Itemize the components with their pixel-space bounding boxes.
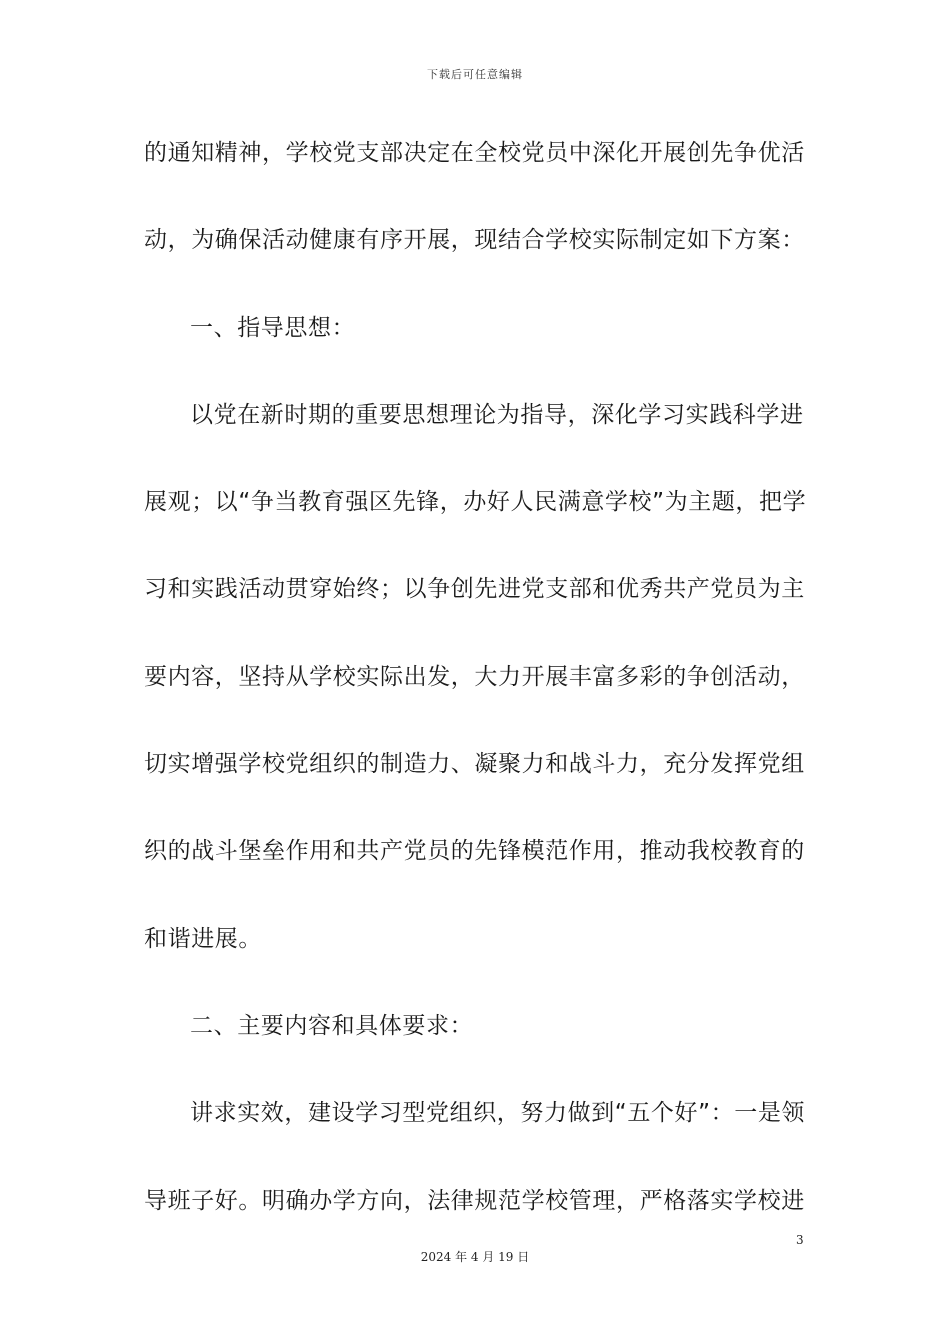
body-line: 动，为确保活动健康有序开展，现结合学校实际制定如下方案： (144, 227, 805, 254)
page-number: 3 (796, 1233, 804, 1247)
paragraph-start-line: 讲求实效，建设学习型党组织，努力做到“五个好”：一是领 (190, 1100, 806, 1127)
body-line: 的通知精神，学校党支部决定在全校党员中深化开展创先争优活 (144, 140, 805, 166)
page-header: 下载后可任意编辑 (427, 68, 523, 81)
body-line: 和谐进展。 (144, 925, 262, 952)
body-line: 展观；以“争当教育强区先锋，办好人民满意学校”为主题，把学 (144, 489, 807, 516)
body-line: 要内容，坚持从学校实际出发，大力开展丰富多彩的争创活动， (144, 663, 805, 690)
section-heading: 二、主要内容和具体要求： (190, 1012, 474, 1039)
body-line: 织的战斗堡垒作用和共产党员的先锋模范作用，推动我校教育的 (144, 838, 805, 865)
paragraph-start-line: 以党在新时期的重要思想理论为指导，深化学习实践科学进 (190, 401, 804, 428)
body-line: 习和实践活动贯穿始终；以争创先进党支部和优秀共产党员为主 (144, 576, 805, 603)
section-heading: 一、指导思想： (190, 314, 356, 341)
body-line: 导班子好。明确办学方向，法律规范学校管理，严格落实学校进 (144, 1187, 805, 1214)
footer-date: 2024 年 4 月 19 日 (420, 1250, 530, 1264)
body-line: 切实增强学校党组织的制造力、凝聚力和战斗力，充分发挥党组 (144, 751, 805, 778)
document-body (144, 132, 806, 1267)
